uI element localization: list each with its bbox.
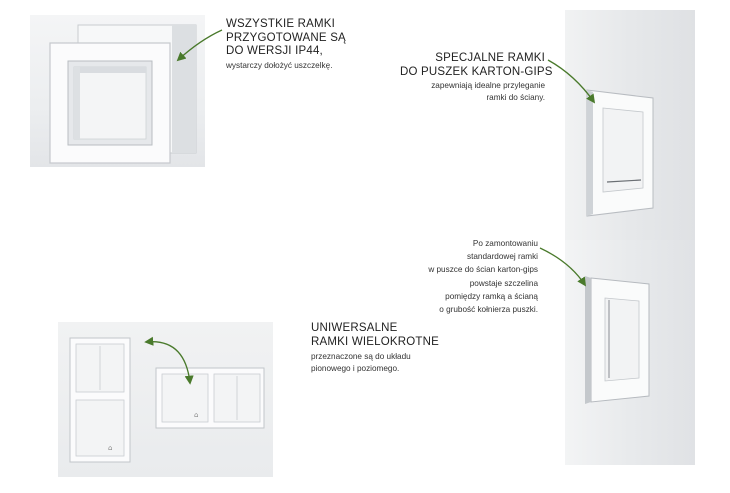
karton-heading-line: SPECJALNE RAMKI xyxy=(435,52,545,64)
multi-heading-line: UNIWERSALNE xyxy=(311,322,398,334)
gap-description-line: Po zamontowaniu xyxy=(472,239,538,248)
karton-description xyxy=(380,80,545,104)
gap-description-line: pomiędzy ramką a ścianą xyxy=(445,291,538,301)
svg-text:⌂: ⌂ xyxy=(194,411,199,419)
svg-text:⌂: ⌂ xyxy=(108,444,113,452)
ip44-description-line: wystarczy dołożyć uszczelkę. xyxy=(226,61,333,70)
multi-heading-line: RAMKI WIELOKROTNE xyxy=(311,335,439,348)
ip44-heading xyxy=(226,18,346,59)
multi-description-line: pionowego i poziomego. xyxy=(311,364,400,373)
ip44-heading-line: WSZYSTKIE RAMKI xyxy=(226,18,336,30)
gap-description-line: w puszce do ścian karton-gips xyxy=(428,265,538,275)
ip44-heading-line: PRZYGOTOWANE SĄ xyxy=(226,31,346,44)
gap-description-line: o grubość kołnierza puszki. xyxy=(439,305,538,315)
karton-description-line: ramki do ściany. xyxy=(486,93,545,102)
multi-description xyxy=(311,351,411,375)
karton-heading-line: DO PUSZEK KARTON-GIPS xyxy=(400,65,553,78)
karton-heading xyxy=(400,52,553,79)
gap-description xyxy=(360,237,538,316)
multi-heading xyxy=(311,322,439,349)
ip44-description xyxy=(226,60,332,72)
multi-description-line: przeznaczone są do układu xyxy=(311,352,411,361)
gap-description-line: standardowej ramki xyxy=(467,252,538,262)
arrow-gap xyxy=(540,248,585,285)
karton-description-line: zapewniają idealne przyleganie xyxy=(431,81,545,90)
gap-description-line: powstaje szczelina xyxy=(469,278,538,288)
arrow-ip44 xyxy=(178,30,222,60)
arrow-multi xyxy=(146,342,190,383)
ip44-heading-line: DO WERSJI IP44, xyxy=(226,45,323,57)
arrow-karton xyxy=(548,60,594,102)
